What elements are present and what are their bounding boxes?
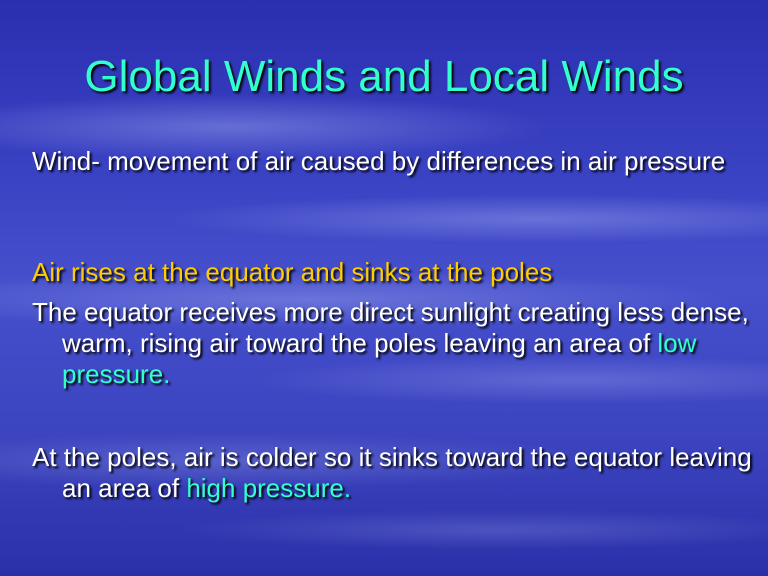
bullet-equator xyxy=(32,297,762,390)
bullet-poles xyxy=(32,442,762,504)
bullet-air-rises: Air rises at the equator and sinks at the poles xyxy=(32,257,553,287)
low-pressure-highlight: low pressure. xyxy=(62,328,697,389)
bullet-poles-text: At the poles, air is colder so it sinks toward the equator leaving an area of xyxy=(32,442,752,503)
high-pressure-highlight: high pressure. xyxy=(186,473,352,503)
bullet-wind-definition: Wind- movement of air caused by differences in air pressure xyxy=(32,146,726,176)
slide-title: Global Winds and Local Winds xyxy=(84,52,684,101)
bullet-equator-text: The equator receives more direct sunlight creating less dense, warm, rising air toward the poles leaving an area of xyxy=(32,297,749,358)
